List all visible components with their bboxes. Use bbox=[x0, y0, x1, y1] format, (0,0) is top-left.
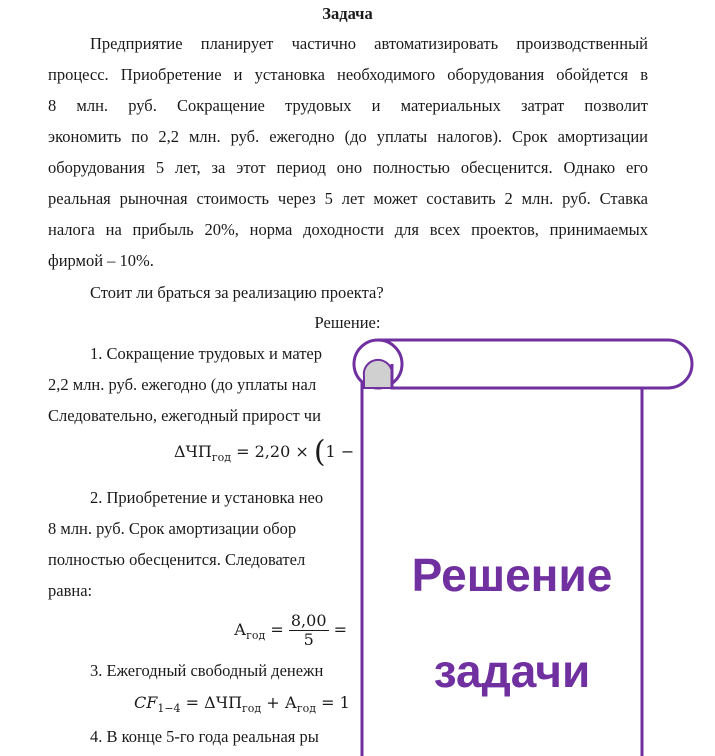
s1-line-3: Следовательно, ежегодный прирост чи bbox=[48, 406, 321, 425]
s3-line-1: 3. Ежегодный свободный денежн bbox=[90, 661, 324, 680]
s1-line-2: 2,2 млн. руб. ежегодно (до уплаты нал bbox=[48, 375, 317, 394]
s2-line-2: 8 млн. руб. Срок амортизации обор bbox=[48, 519, 297, 538]
s2-line-3: полностью обесценится. Следовател bbox=[48, 550, 306, 569]
solution-heading: Решение: bbox=[314, 313, 381, 332]
p1-line-4: экономить по 2,2 млн. руб. ежегодно (до уплаты налогов). Срок амортизации bbox=[48, 127, 648, 146]
p1-line-1: Предприятие планирует частично автоматизировать производственный bbox=[90, 34, 648, 53]
formula-3: $CF_{1-4} = \Delta ЧП_{год} + А_{год} = 1$ bbox=[134, 693, 350, 716]
banner-line-2: задачи bbox=[433, 645, 591, 697]
solution-scroll-banner[interactable] bbox=[352, 338, 696, 756]
p1-line-6: реальная рыночная стоимость через 5 лет может составить 2 млн. руб. Ставка bbox=[48, 189, 648, 208]
p1-line-3: 8 млн. руб. Сокращение трудовых и материальных затрат позволит bbox=[48, 96, 648, 115]
s1-line-1: 1. Сокращение трудовых и матер bbox=[90, 344, 322, 363]
s4-line-1: 4. В конце 5-го года реальная ры bbox=[90, 727, 319, 746]
p1-line-8: фирмой – 10%. bbox=[48, 251, 154, 270]
p1-line-7: налога на прибыль 20%, норма доходности для всех проектов, принимаемых bbox=[48, 220, 648, 239]
s2-line-1: 2. Приобретение и установка нео bbox=[90, 488, 324, 507]
p1-line-5: оборудования 5 лет, за этот период оно полностью обесценится. Однако его bbox=[48, 158, 648, 177]
question: Стоит ли браться за реализацию проекта? bbox=[90, 283, 384, 302]
p1-line-2: процесс. Приобретение и установка необходимого оборудования обойдется в bbox=[48, 65, 648, 84]
formula-2: $А_{год}$ = $\frac{8,00}{5}$ = bbox=[234, 611, 347, 649]
s2-line-4: равна: bbox=[48, 581, 93, 600]
banner-line-1: Решение bbox=[411, 549, 613, 601]
formula-1: $\Delta ЧП_{год} = 2,20 \times (1$ − bbox=[174, 434, 355, 470]
doc-title: Задача bbox=[322, 4, 373, 23]
